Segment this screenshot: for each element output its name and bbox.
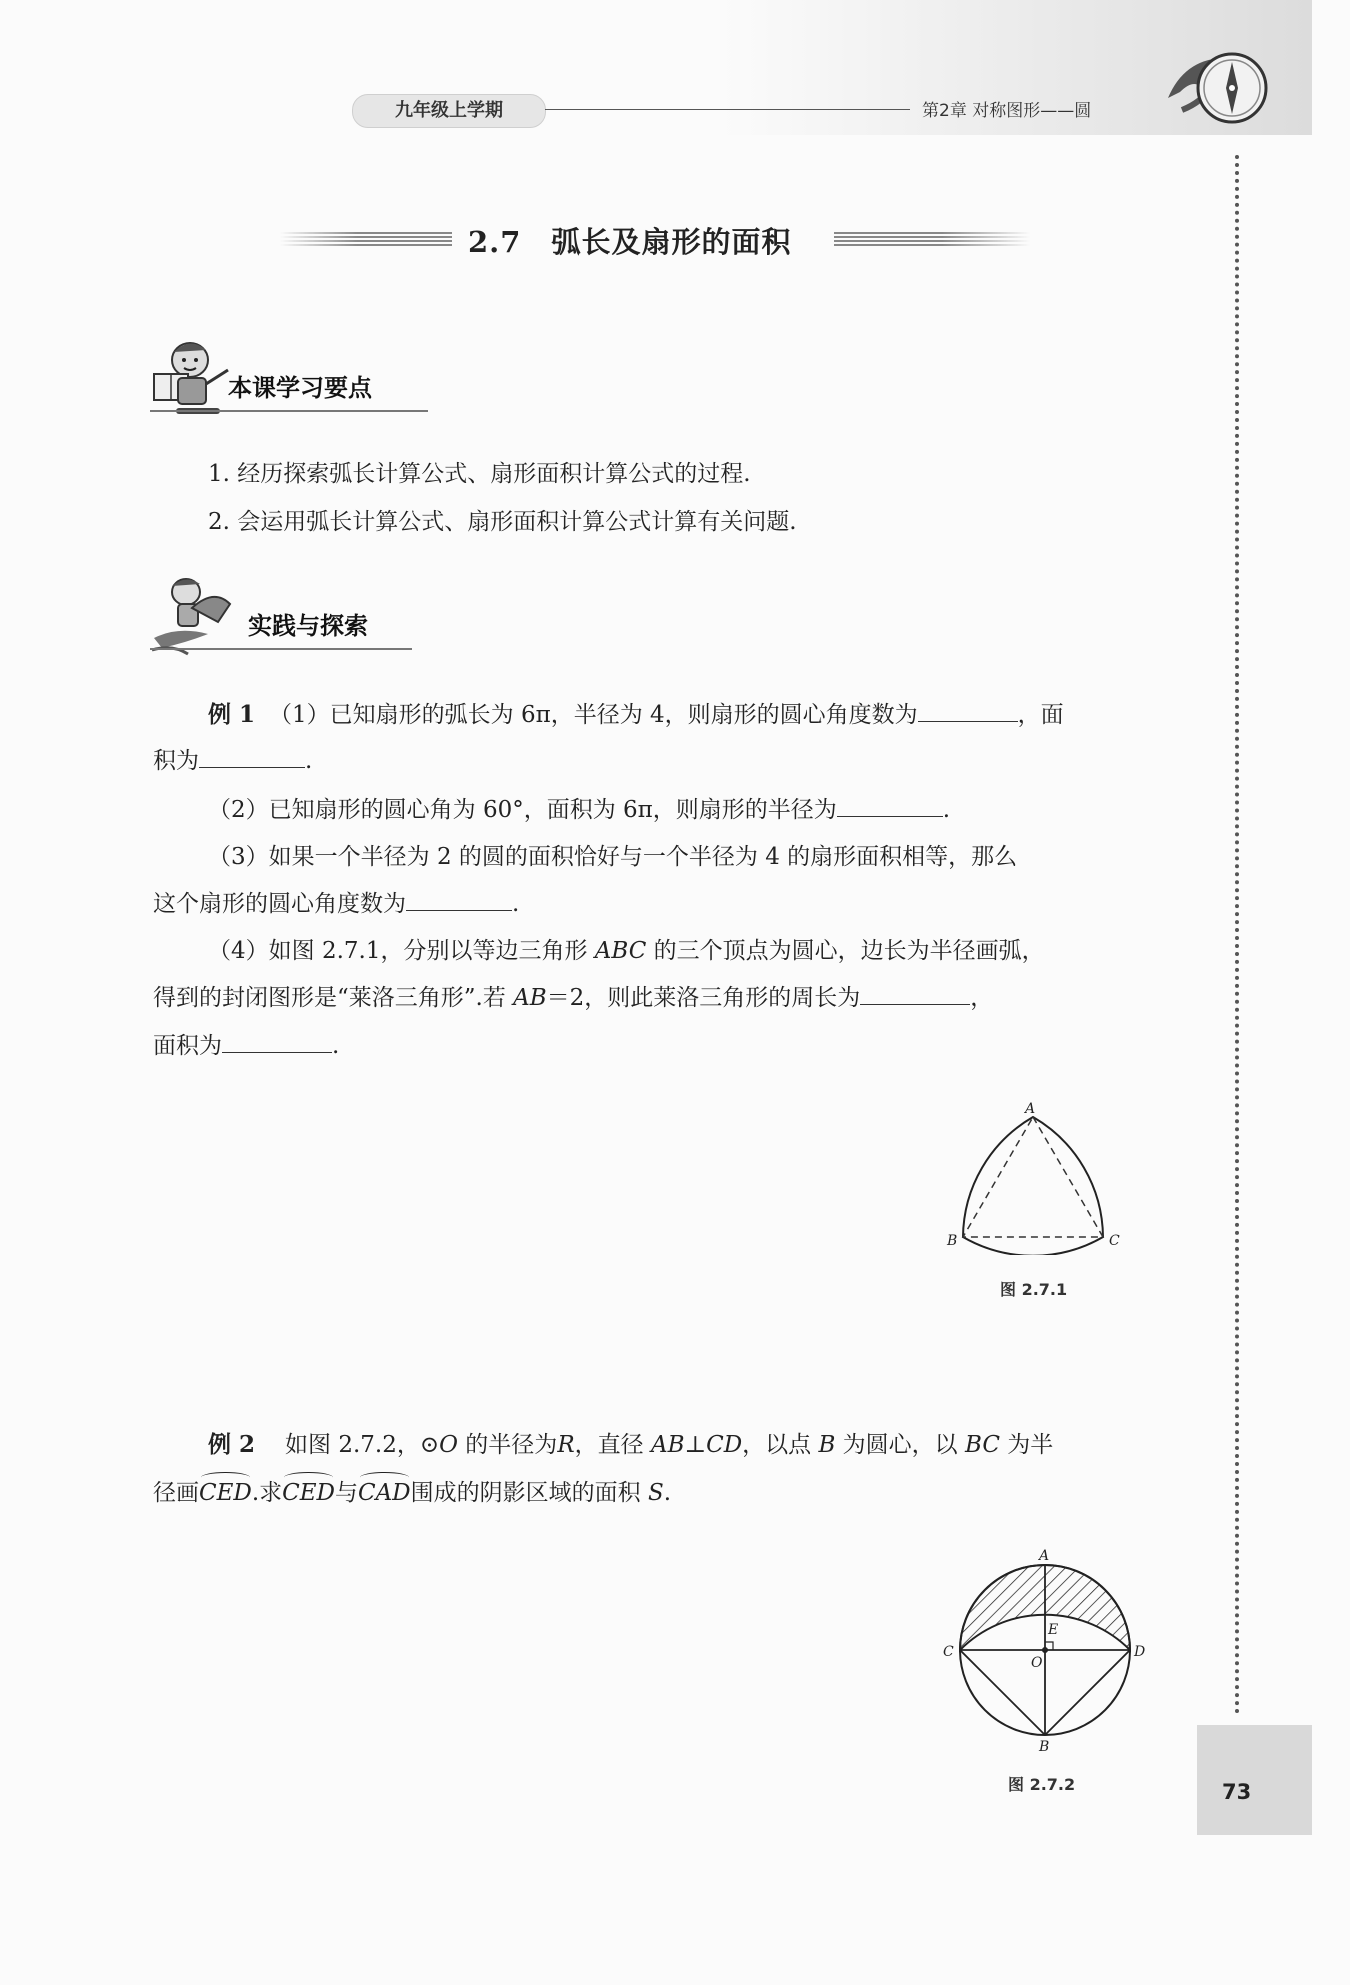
example1-line-6: （4）如图 2.7.1，分别以等边三角形 ABC 的三个顶点为圆心，边长为半径画弧， [208,938,1045,964]
dotted-margin [1235,155,1239,1715]
title-rule-left [280,232,452,248]
answer-blank-3[interactable] [406,888,512,911]
arc-cad: CAD [357,1480,411,1506]
example1-line-2: 积为 . [153,745,312,776]
example1-line-1: 例 1 （1）已知扇形的弧长为 6π，半径为 4，则扇形的圆心角度数为 ，面 [208,701,1064,728]
answer-blank-1a[interactable] [918,699,1018,722]
surfing-boy-icon [148,568,238,658]
fig2-label-b: B [1039,1739,1050,1755]
fig2-label-e: E [1048,1622,1059,1638]
answer-blank-2[interactable] [837,794,943,817]
reading-boy-icon [148,330,238,420]
chapter-label: 第2章 对称图形——圆 [922,101,1092,121]
practice-heading: 实践与探索 [248,612,368,640]
fig2-label-c: C [943,1644,954,1660]
practice-heading-underline [150,648,412,650]
section-title [468,220,791,261]
fig1-label-a: A [1025,1101,1036,1117]
example1-line-7: 得到的封闭图形是“莱洛三角形”.若 AB＝2，则此莱洛三角形的周长为 ， [153,982,993,1013]
fig2-label-o: O [1031,1655,1043,1671]
objectives-heading-underline [150,410,428,412]
section-title-text: 弧长及扇形的面积 [551,225,792,259]
page-number-tab [1197,1725,1312,1835]
section-number: 2.7 [468,225,522,259]
header-band [0,0,1312,135]
answer-blank-4b[interactable] [222,1030,332,1053]
example2-line-1: 例 2 如图 2.7.2，⊙O 的半径为R，直径 AB⊥CD，以点 B 为圆心，以 BC 为半 [208,1431,1054,1458]
grade-badge: 九年级上学期 [352,94,546,128]
figure-circle-lune [935,1545,1155,1755]
figure-reuleaux-triangle [945,1095,1125,1255]
center-point [1042,1647,1048,1653]
equilateral-triangle [963,1117,1103,1237]
fig1-label-c: C [1109,1233,1120,1249]
arc-ced-2: CED [282,1480,335,1506]
objective-item-1: 1. 经历探索弧长计算公式、扇形面积计算公式的过程. [208,461,751,487]
title-rule-right [834,232,1030,248]
example1-line-5: 这个扇形的圆心角度数为 . [153,888,519,919]
example1-line-4: （3）如果一个半径为 2 的圆的面积恰好与一个半径为 4 的扇形面积相等，那么 [208,844,1018,870]
header-rule [545,109,910,110]
objectives-heading: 本课学习要点 [228,374,372,402]
page-number: 73 [1222,1780,1252,1804]
compass-runner-icon [1162,40,1274,132]
figure1-caption: 图 2.7.1 [1000,1280,1068,1299]
fig1-label-b: B [947,1233,958,1249]
example1-line-3: （2）已知扇形的圆心角为 60°，面积为 6π，则扇形的半径为 . [208,794,950,825]
answer-blank-1b[interactable] [199,745,305,768]
reuleaux-outline [963,1117,1103,1255]
fig2-label-d: D [1134,1644,1146,1660]
fig2-label-a: A [1039,1548,1050,1564]
example1-line-8: 面积为 . [153,1030,339,1061]
arc-ced-1: CED [199,1480,252,1506]
example2-line-2: 径画CED.求CED与CAD围成的阴影区域的面积 S. [153,1480,672,1506]
figure2-caption: 图 2.7.2 [1008,1775,1076,1794]
answer-blank-4a[interactable] [860,982,970,1005]
objective-item-2: 2. 会运用弧长计算公式、扇形面积计算公式计算有关问题. [208,509,797,535]
example1-label: 例 1 [208,701,256,728]
example2-label: 例 2 [208,1431,256,1458]
chord-bd [1045,1650,1130,1735]
